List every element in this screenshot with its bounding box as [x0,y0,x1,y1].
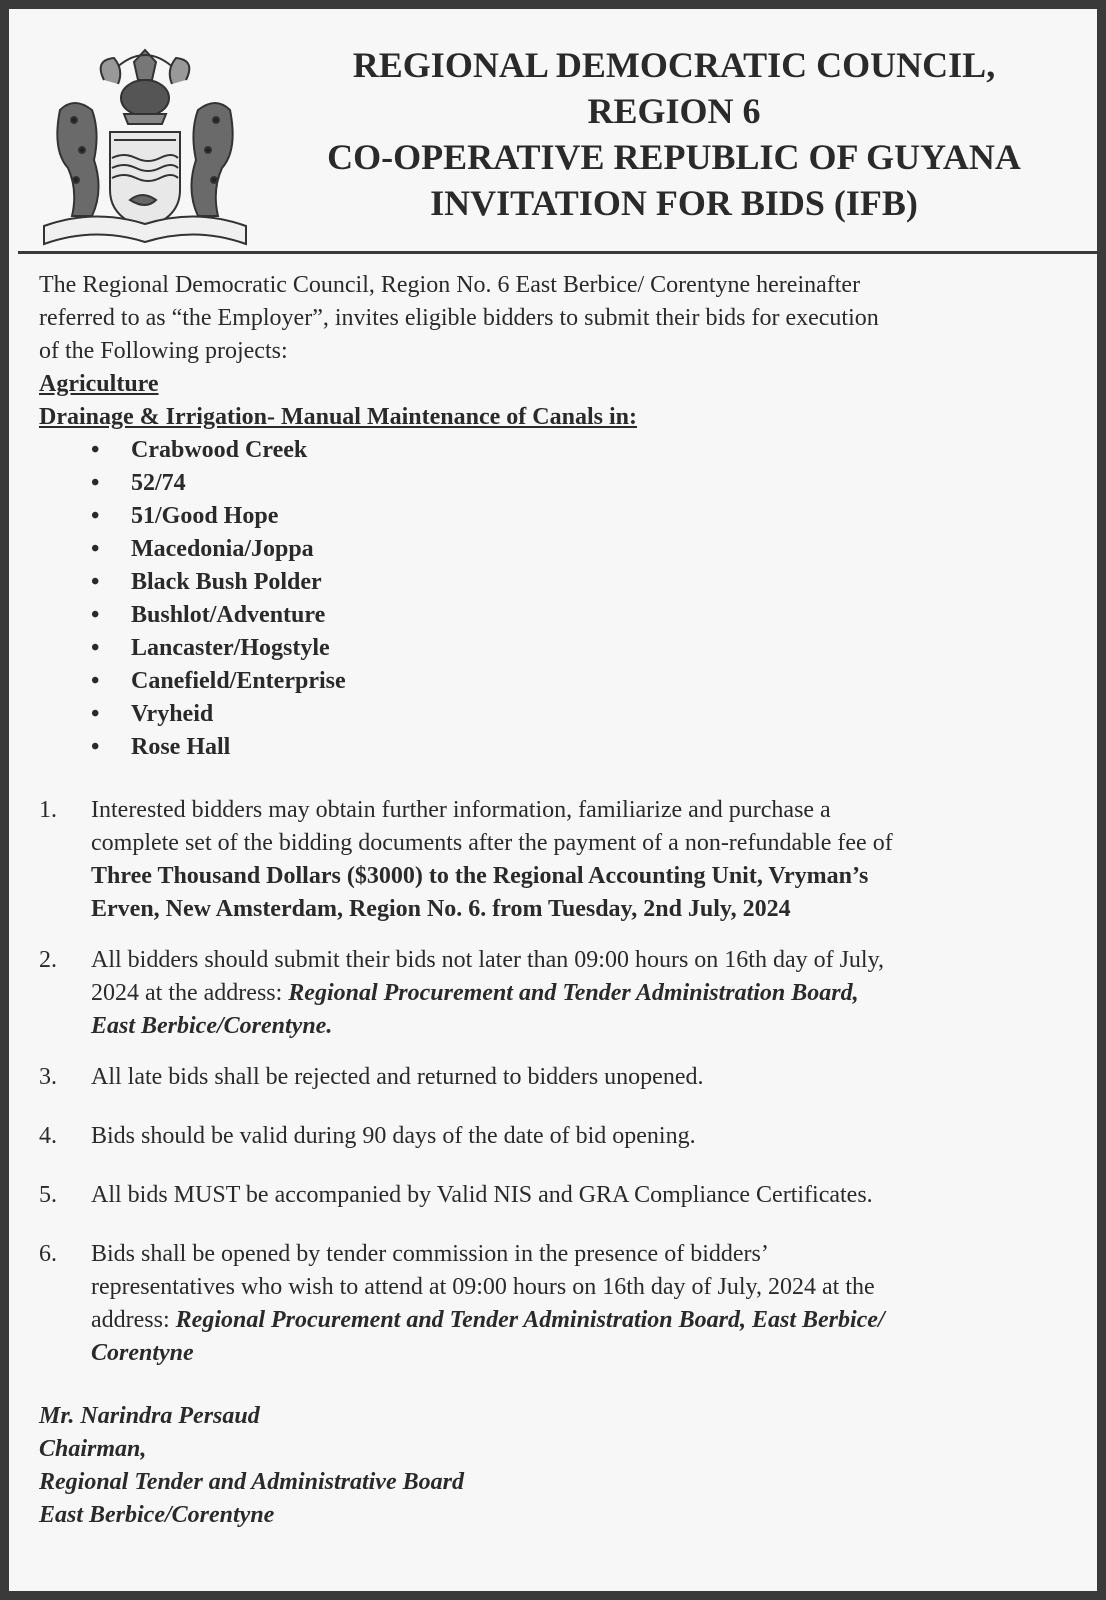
category-heading: Agriculture [39,371,159,397]
bullet-icon: • [91,470,100,496]
notice-header [18,18,1106,254]
list-item: • Rose Hall [39,731,1089,764]
signatory-name: Mr. Narindra Persaud [39,1403,260,1429]
bullet-icon: • [91,635,100,661]
list-item: • Crabwood Creek [39,434,1089,467]
item-number: 6. [39,1241,57,1267]
bullet-icon: • [91,701,100,727]
bullet-icon: • [91,536,100,562]
bullet-icon: • [91,602,100,628]
intro-line: of the Following projects: [39,338,288,364]
title-line: CO-OPERATIVE REPUBLIC OF GUYANA [327,137,1021,177]
bullet-icon: • [91,569,100,595]
instruction-list [39,794,1089,1370]
bullet-icon: • [91,503,100,529]
title-line: INVITATION FOR BIDS (IFB) [430,183,918,223]
list-item: • Macedonia/Joppa [39,533,1089,566]
list-item: • Vryheid [39,698,1089,731]
item-number: 3. [39,1064,57,1090]
instruction-item-1: 1. Interested bidders may obtain further information, familiarize and purchase a complete set of the bidding documents after the payment of a non-refundable fee of Three Thousand Dollars ($3000) to the Regional Accounting Unit, Vryman’s Erven, New Amsterdam, Region No. 6. from Tuesday, 2nd July, 2024 [39,794,1089,926]
intro-line: referred to as “the Employer”, invites eligible bidders to submit their bids for execution [39,305,879,331]
title-line: REGIONAL DEMOCRATIC COUNCIL, [352,45,996,85]
list-item: • Bushlot/Adventure [39,599,1089,632]
signatory-title: Chairman, [39,1436,147,1462]
instruction-item-2: 2. All bidders should submit their bids not later than 09:00 hours on 16th day of July, 2024 at the address: Regional Procurement and Tender Administration Board, East Berbice/Corentyne. [39,944,1089,1043]
item-number: 1. [39,797,57,823]
instruction-item-3: 3. All late bids shall be rejected and returned to bidders unopened. [39,1061,1089,1094]
notice-body [39,269,1089,1532]
guyana-coat-of-arms-icon [34,40,256,252]
list-item: • Lancaster/Hogstyle [39,632,1089,665]
signature-block [39,1400,1089,1532]
list-item: • Canefield/Enterprise [39,665,1089,698]
intro-line: The Regional Democratic Council, Region No. 6 East Berbice/ Corentyne hereinafter [39,272,861,298]
list-item: • 52/74 [39,467,1089,500]
item-number: 4. [39,1123,57,1149]
item-number: 2. [39,947,57,973]
bullet-icon: • [91,668,100,694]
signatory-board: Regional Tender and Administrative Board [39,1469,464,1495]
instruction-item-5: 5. All bids MUST be accompanied by Valid NIS and GRA Compliance Certificates. [39,1179,1089,1212]
intro-paragraph [39,269,1089,368]
item-number: 5. [39,1182,57,1208]
project-list [39,434,1089,764]
list-item: • Black Bush Polder [39,566,1089,599]
bullet-icon: • [91,437,100,463]
instruction-item-4: 4. Bids should be valid during 90 days of the date of bid opening. [39,1120,1089,1153]
title-line: REGION 6 [587,91,761,131]
instruction-item-6: 6. Bids shall be opened by tender commission in the presence of bidders’ representatives who wish to attend at 09:00 hours on 16th day of July, 2024 at the address: Regional Procurement and Tender Administration Board, East Berbice/ Corentyne [39,1238,1089,1370]
bullet-icon: • [91,734,100,760]
project-subheading: Drainage & Irrigation- Manual Maintenance of Canals in: [39,404,637,430]
list-item: • 51/Good Hope [39,500,1089,533]
notice-title [254,42,1094,226]
signatory-region: East Berbice/Corentyne [39,1502,275,1528]
